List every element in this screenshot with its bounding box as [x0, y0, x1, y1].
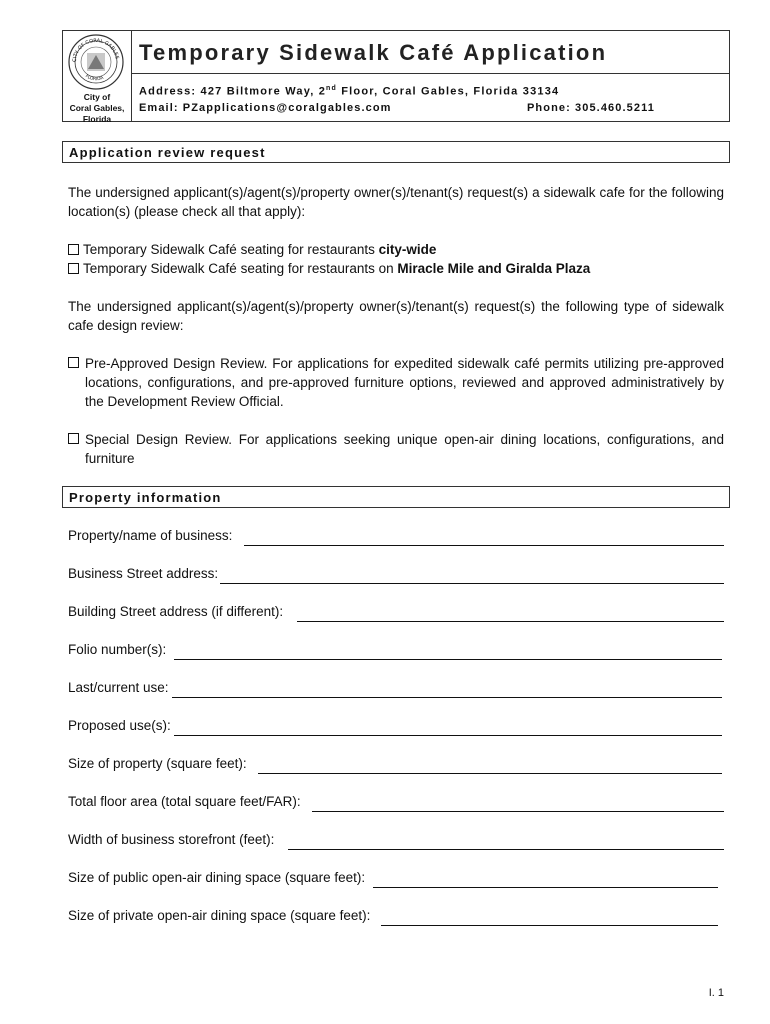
field-input-line[interactable]: [297, 621, 724, 622]
field-input-line[interactable]: [373, 887, 718, 888]
phone: Phone: 305.460.5211: [527, 102, 655, 114]
field-input-line[interactable]: [174, 659, 722, 660]
checkbox-icon[interactable]: [68, 357, 79, 368]
address-text-rest: Floor, Coral Gables, Florida 33134: [337, 85, 560, 98]
field-label: Width of business storefront (feet):: [68, 832, 275, 847]
field-proposed-use[interactable]: [68, 718, 722, 738]
checkbox-icon[interactable]: [68, 433, 79, 444]
page-number: I. 1: [708, 987, 724, 999]
field-input-line[interactable]: [244, 545, 724, 546]
city-line-3: Florida: [82, 114, 112, 124]
checkbox-miracle-mile[interactable]: [68, 259, 590, 278]
seal-column: [63, 31, 132, 124]
field-input-line[interactable]: [174, 735, 722, 736]
letterhead: [62, 30, 730, 122]
field-last-current-use[interactable]: [68, 680, 722, 700]
field-label: Size of public open-air dining space (square feet):: [68, 870, 366, 885]
checkbox-label: Temporary Sidewalk Café seating for restaurants on: [83, 261, 398, 276]
seal-text-bottom: FLORIDA: [84, 73, 105, 83]
checkbox-label: Pre-Approved Design Review. For applications for expedited sidewalk café permits utilizing pre-approved locations, configurations, and pre-approved furniture options, reviewed and approved administratively by the Development Review Official.: [85, 356, 724, 409]
email: Email: PZapplications@coralgables.com: [139, 102, 392, 114]
page-title: Temporary Sidewalk Café Application: [139, 40, 608, 65]
field-property-name[interactable]: [68, 528, 724, 548]
field-building-street[interactable]: [68, 604, 724, 624]
review-intro: The undersigned applicant(s)/agent(s)/property owner(s)/tenant(s) request(s) a sidewalk cafe for the following location(s) (please check all that apply):: [68, 185, 724, 219]
field-input-line[interactable]: [312, 811, 724, 812]
field-label: Building Street address (if different):: [68, 604, 284, 619]
field-input-line[interactable]: [381, 925, 718, 926]
address-text: Address: 427 Biltmore Way, 2: [139, 85, 327, 98]
field-label: Business Street address:: [68, 566, 219, 581]
field-label: Folio number(s):: [68, 642, 167, 657]
checkbox-label: Temporary Sidewalk Café seating for restaurants: [83, 242, 379, 257]
section-heading-property: Property information: [62, 486, 730, 508]
field-label: Size of private open-air dining space (square feet):: [68, 908, 371, 923]
field-label: Last/current use:: [68, 680, 169, 695]
field-input-line[interactable]: [288, 849, 724, 850]
review-intro-2: The undersigned applicant(s)/agent(s)/property owner(s)/tenant(s) request(s) the following type of sidewalk cafe design review:: [68, 299, 724, 333]
field-label: Proposed use(s):: [68, 718, 171, 733]
checkbox-label-bold: city-wide: [378, 242, 437, 257]
field-private-dining-space[interactable]: [68, 908, 718, 928]
checkbox-label: Special Design Review. For applications seeking unique open-air dining locations, configurations, and furniture: [85, 432, 724, 466]
field-public-dining-space[interactable]: [68, 870, 718, 890]
city-line-2: Coral Gables,: [69, 103, 125, 113]
field-label: Property/name of business:: [68, 528, 233, 543]
checkbox-icon[interactable]: [68, 244, 79, 255]
field-size-of-property[interactable]: [68, 756, 722, 776]
title-row: [131, 31, 729, 74]
city-line-1: City of: [83, 92, 111, 102]
address-superscript: nd: [326, 85, 337, 92]
field-label: Size of property (square feet):: [68, 756, 247, 771]
city-name: [63, 92, 131, 125]
checkbox-pre-approved[interactable]: [68, 354, 724, 411]
address: [139, 85, 559, 98]
field-input-line[interactable]: [220, 583, 724, 584]
seal-text-top: CITY OF CORAL GABLES: [71, 37, 120, 63]
checkbox-special-design[interactable]: [68, 430, 724, 468]
city-seal-icon: [67, 33, 125, 91]
checkbox-city-wide[interactable]: [68, 240, 436, 259]
checkbox-icon[interactable]: [68, 263, 79, 274]
checkbox-label-bold: Miracle Mile and Giralda Plaza: [397, 261, 591, 276]
field-storefront-width[interactable]: [68, 832, 724, 852]
field-business-street[interactable]: [68, 566, 724, 586]
field-folio-number[interactable]: [68, 642, 722, 662]
section-heading-review: Application review request: [62, 141, 730, 163]
field-input-line[interactable]: [258, 773, 722, 774]
field-input-line[interactable]: [172, 697, 722, 698]
field-total-floor-area[interactable]: [68, 794, 724, 814]
field-label: Total floor area (total square feet/FAR):: [68, 794, 301, 809]
